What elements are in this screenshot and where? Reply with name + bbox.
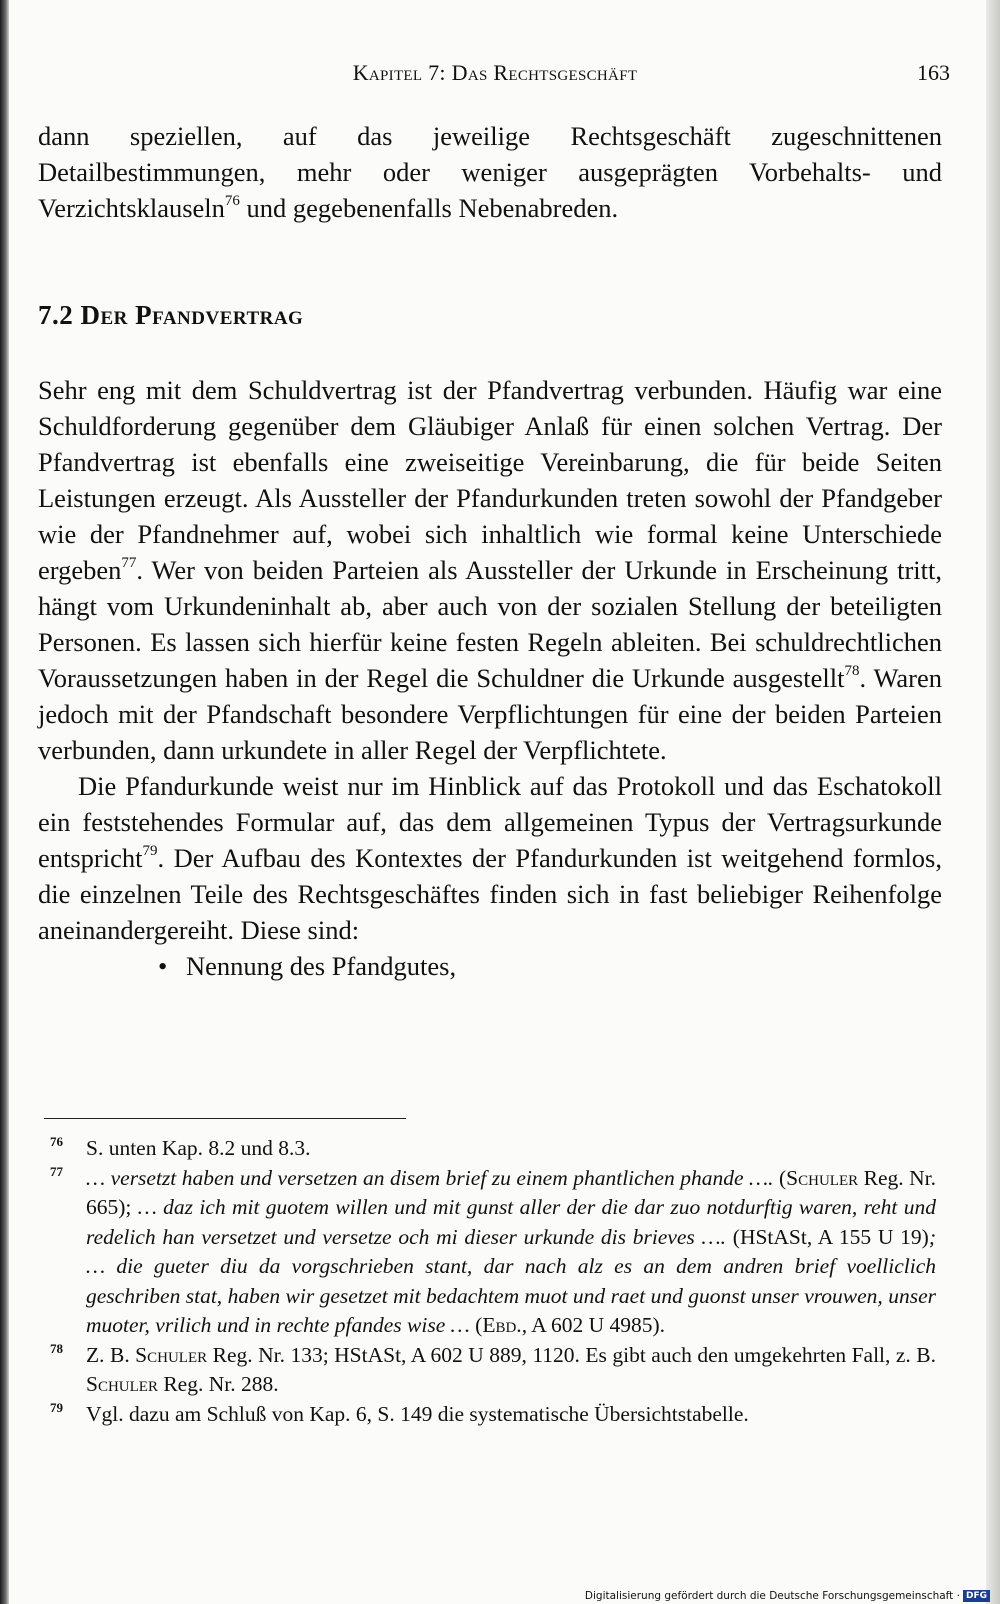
footnote-text: Z. B. — [86, 1342, 136, 1367]
digitization-credit — [585, 1590, 990, 1602]
intro-paragraph — [38, 118, 942, 226]
footnote-text: Reg. Nr. 288. — [157, 1372, 279, 1396]
footnote-number: 76 — [50, 1134, 63, 1149]
footnote-text: S. unten Kap. 8.2 und 8.3. — [86, 1136, 311, 1160]
footnote-ref-77[interactable]: 77 — [121, 555, 137, 571]
paragraph-1 — [38, 372, 942, 768]
footnote-number: 79 — [50, 1399, 63, 1415]
page-number: 163 — [917, 60, 950, 85]
footnote-text: Vgl. dazu am Schluß von Kap. 6, S. 149 die systematische Übersichtstabelle. — [86, 1401, 749, 1426]
footnotes — [44, 1134, 936, 1429]
footnote-number: 78 — [50, 1340, 63, 1356]
footnote-text: , A 602 U 4985). — [521, 1313, 666, 1337]
intro-text-b: und gegebenenfalls Nebenabreden. — [239, 193, 619, 223]
list-item — [38, 948, 942, 984]
footnote-78 — [44, 1341, 936, 1400]
quote-1: … versetzt haben und versetzen an disem brief zu einem phantlichen phande …. — [86, 1165, 774, 1190]
page-edge — [986, 0, 1000, 1604]
paragraph-2 — [38, 768, 942, 948]
footnote-ref-79[interactable]: 79 — [142, 843, 158, 859]
footnote-text: ( — [773, 1165, 787, 1190]
author-name: Schuler — [86, 1372, 158, 1396]
dfg-logo-icon: DFG — [963, 1590, 990, 1602]
credit-text: Digitalisierung gefördert durch die Deutsche Forschungsgemeinschaft · — [584, 1590, 960, 1602]
footnote-ref-76[interactable]: 76 — [224, 193, 240, 209]
page-header — [40, 60, 950, 90]
footnote-text: (HStASt, A 155 U 19) — [726, 1224, 929, 1249]
para1-text-a: Sehr eng mit dem Schuldvertrag ist der Pfandvertrag verbunden. Häufig war eine Schuldforderung gegenüber dem Gläubiger Anlaß für einen solchen Vertrag. Der Pfandvertrag ist ebenfalls eine zweiseitige Vereinbarung, die für beide Seiten Leistungen erzeugt. Als Aussteller der Pfandurkunden treten sowohl der Pfandgeber wie der Pfandnehmer auf, wobei sich inhaltlich wie formal keine Unterschiede ergeben — [38, 375, 942, 585]
para1-text-b: . Wer von beiden Parteien als Aussteller der Urkunde in Erscheinung tritt, hängt vom Urkundeninhalt ab, aber auch von der sozialen Stellung der beteiligten Personen. Es lassen sich hierfür keine festen Regeln ableiten. Bei schuldrechtlichen Voraussetzungen haben in der Regel die Schuldner die Urkunde ausgestellt — [38, 555, 942, 693]
footnote-ref-78[interactable]: 78 — [844, 663, 860, 679]
para2-text-b: . Der Aufbau des Kontextes der Pfandurkunden ist weitgehend formlos, die einzelnen Teile des Rechtsgeschäftes finden sich in fast beliebiger Reihenfolge aneinandergereiht. Diese sind: — [38, 843, 942, 945]
para1-text-c: . Waren jedoch mit der Pfandschaft besondere Verpflichtungen für eine der beiden Parteien verbunden, dann urkundete in aller Regel der Verpflichtete. — [38, 663, 942, 765]
footnote-divider — [44, 1118, 406, 1119]
page-binding-shadow — [0, 0, 9, 1604]
author-name: Schuler — [135, 1342, 208, 1367]
footnote-number: 77 — [50, 1163, 63, 1179]
footnote-text: Reg. Nr. 133; HStASt, A 602 U 889, 1120. Es gibt auch den umgekehrten Fall, z. B. — [207, 1342, 936, 1367]
author-name: Schuler — [786, 1165, 859, 1190]
quote-2: … daz ich mit guotem willen und mit gunst aller der die dar zuo notdurftig waren, reht und redelich han versetzet und versetze och mi dieser urkunde dis brieves …. — [86, 1195, 936, 1249]
footnote-text: Reg. Nr. 665); — [86, 1165, 936, 1219]
ibid-reference: Ebd. — [482, 1313, 522, 1337]
bullet-icon: • — [158, 951, 168, 981]
para2-text-a: Die Pfandurkunde weist nur im Hinblick auf das Protokoll und das Eschatokoll ein feststehendes Formular auf, das dem allgemeinen Typus der Vertragsurkunde entspricht — [38, 771, 942, 873]
footnote-77 — [44, 1164, 936, 1341]
running-head: Kapitel 7: Das Rechtsgeschäft — [352, 60, 638, 85]
footnote-text: ( — [469, 1313, 483, 1337]
footnote-76 — [44, 1134, 936, 1164]
footnote-79 — [44, 1400, 936, 1430]
list-item-label: Nennung des Pfandgutes, — [186, 951, 457, 981]
section-heading: 7.2 Der Pfandvertrag — [38, 300, 304, 330]
body-text — [38, 372, 942, 984]
quote-3: ; … die gueter diu da vorgschrieben stant, dar nach alz es an dem andren brief voelliclich geschriben stat, haben wir gesetzet mit bedachtem muot und raet und guonst unser vrouwen, unser muoter, vrilich und in rechte pfandes wise … — [86, 1224, 936, 1337]
intro-text-a: dann speziellen, auf das jeweilige Rechtsgeschäft zugeschnittenen Detailbestimmungen, mehr oder weniger ausgeprägten Vorbehalts- und Verzichtsklauseln — [38, 121, 942, 223]
